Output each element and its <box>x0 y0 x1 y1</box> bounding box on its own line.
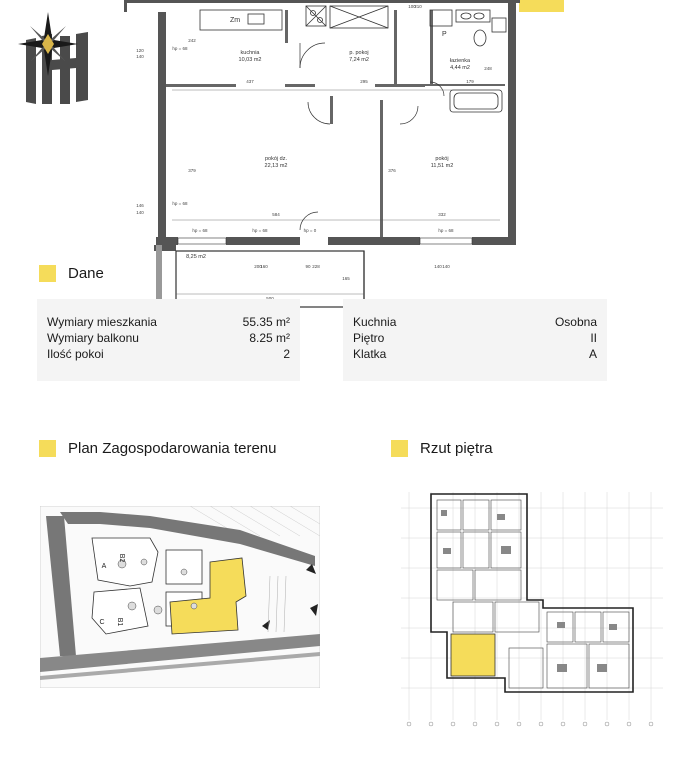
dim-140c: 140 <box>434 264 442 269</box>
dim-584: 584 <box>272 212 280 217</box>
room-lazienka-name: łazienka <box>449 58 471 64</box>
info-card-right <box>343 299 607 381</box>
room-pokoj-name: pokój <box>435 156 449 162</box>
dim-242: 242 <box>188 38 196 43</box>
room-pokoj-area: 11,51 m2 <box>430 163 454 169</box>
dim-376: 376 <box>388 168 396 173</box>
dane-title: Dane <box>68 265 104 282</box>
room-pokoj-small-name: p. pokoj <box>349 50 369 56</box>
room-pokoj-dz-name: pokój dz. <box>264 156 288 162</box>
dim-248: 248 <box>484 66 492 71</box>
info-row <box>353 330 597 346</box>
dim-146: 146 <box>136 203 144 208</box>
hp-68-b: hp = 68 <box>438 228 454 233</box>
room-kuchnia-name: kuchnia <box>240 50 260 56</box>
dim-160: 160 <box>260 264 268 269</box>
dane-section-header <box>39 265 104 282</box>
info-value: 2 <box>283 347 290 361</box>
dim-437: 437 <box>246 79 254 84</box>
info-value: A <box>588 347 597 361</box>
plan-section-header <box>39 440 276 457</box>
room-pokoj-dz-area: 22,13 m2 <box>264 163 288 169</box>
info-row <box>47 314 290 330</box>
dim-140b: 140 <box>136 210 144 215</box>
dim-165: 165 <box>342 276 350 281</box>
info-row <box>47 346 290 362</box>
hp-0: hp = 0 <box>303 228 317 233</box>
yellow-square-icon <box>391 440 408 457</box>
yellow-accent-tab <box>519 0 564 12</box>
dim-120: 120 <box>136 48 144 53</box>
dim-228: 228 <box>312 264 320 269</box>
site-development-plan[interactable] <box>40 506 320 688</box>
info-label: Kuchnia <box>353 315 397 329</box>
info-row <box>47 330 290 346</box>
fixture-p: P <box>442 31 447 38</box>
site-label-b1: B1 <box>116 617 123 627</box>
building-floor-plan[interactable] <box>397 488 667 730</box>
hp-68-a: hp = 68 <box>252 228 268 233</box>
site-label-c: C <box>99 619 105 626</box>
hp-68-c: hp = 68 <box>172 46 188 51</box>
info-label: Wymiary mieszkania <box>47 315 157 329</box>
dim-295: 295 <box>360 79 368 84</box>
hp-68-d: hp = 68 <box>172 201 188 206</box>
site-label-b2: B2 <box>118 553 125 563</box>
fixture-zm: Zm <box>230 17 241 24</box>
dim-200: 200 <box>254 264 262 269</box>
dim-90: 90 <box>305 264 311 269</box>
info-value: Osobna <box>554 315 597 329</box>
dim-140: 140 <box>136 54 144 59</box>
info-row <box>353 314 597 330</box>
info-label: Klatka <box>353 347 387 361</box>
rzut-title: Rzut piętra <box>420 440 493 457</box>
dim-100: 100 <box>408 4 416 9</box>
info-label: Ilość pokoi <box>47 347 104 361</box>
room-balkon-area: 8,25 m2 <box>186 254 206 260</box>
compass-star-logo-icon <box>16 10 96 106</box>
room-kuchnia-area: 10,03 m2 <box>238 57 262 63</box>
info-label: Wymiary balkonu <box>47 331 139 345</box>
rzut-section-header <box>391 440 493 457</box>
info-label: Piętro <box>353 331 385 345</box>
info-value: 8.25 m² <box>249 331 290 345</box>
plan-title: Plan Zagospodarowania terenu <box>68 440 277 457</box>
dim-332: 332 <box>438 212 446 217</box>
yellow-square-icon <box>39 440 56 457</box>
yellow-square-icon <box>39 265 56 282</box>
room-pokoj-small-area: 7,24 m2 <box>349 57 369 63</box>
dim-140d: 140 <box>442 264 450 269</box>
site-label-a: A <box>101 563 107 570</box>
info-value: II <box>590 331 597 345</box>
hp-68-e: hp = 68 <box>192 228 208 233</box>
info-row <box>353 346 597 362</box>
apartment-floor-plan <box>120 0 520 312</box>
dim-179: 179 <box>466 79 474 84</box>
info-card-left <box>37 299 300 381</box>
dim-210: 210 <box>414 4 422 9</box>
room-lazienka-area: 4,44 m2 <box>450 65 470 71</box>
info-value: 55.35 m² <box>242 315 290 329</box>
dim-379: 379 <box>188 168 196 173</box>
